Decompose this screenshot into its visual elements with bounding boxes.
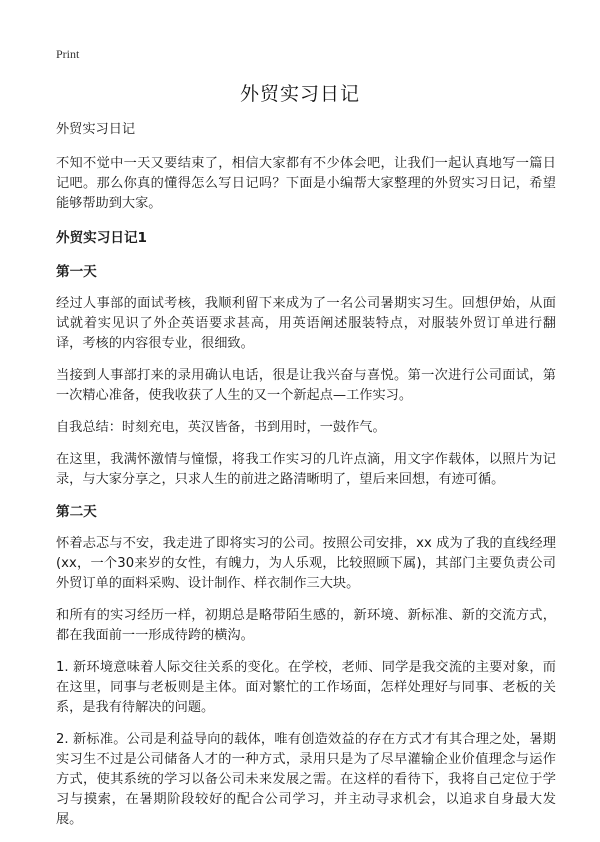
document-body (56, 120, 556, 842)
day2-paragraph: 和所有的实习经历一样，初期总是略带陌生感的，新环境、新标准、新的交流方式，都在我面前一一形成待跨的横沟。 (56, 608, 556, 643)
day1-paragraph: 自我总结：时刻充电，英汉皆备，书到用时，一鼓作气。 (56, 420, 386, 435)
day1-heading: 第一天 (56, 264, 97, 280)
document-subtitle: 外贸实习日记 (56, 122, 136, 137)
day2-heading: 第二天 (56, 504, 97, 520)
numbered-item: 1. 新环境意味着人际交往关系的变化。在学校，老师、同学是我交流的主要对象，而在这里，同事与老板则是主体。面对繁忙的工作场面，怎样处理好与同事、老板的关系，是我有待解决的问题。 (56, 660, 556, 715)
page-title: 外贸实习日记 (239, 83, 360, 105)
intro-paragraph: 不知不觉中一天又要结束了，相信大家都有不少体会吧，让我们一起认真地写一篇日记吧。那么你真的懂得怎么写日记吗？下面是小编帮大家整理的外贸实习日记，希望能够帮助到大家。 (56, 156, 556, 211)
day1-paragraph: 经过人事部的面试考核，我顺利留下来成为了一名公司暑期实习生。回想伊始，从面试就着实见识了外企英语要求甚高，用英语阐述服装特点，对服装外贸订单进行翻译，考核的内容很专业，很细致。 (56, 296, 556, 351)
day2-paragraph: 怀着忐忑与不安，我走进了即将实习的公司。按照公司安排，xx 成为了我的直线经理(xx，一个30来岁的女性，有魄力，为人乐观，比较照顾下属)，其部门主要负责公司外贸订单的面料采购、设计制作、样衣制作三大块。 (56, 536, 556, 591)
numbered-item: 2. 新标准。公司是利益导向的载体，唯有创造效益的存在方式才有其合理之处，暑期实习生不过是公司储备人才的一种方式，录用只是为了尽早灌输企业价值理念与运作方式，使其系统的学习以备公司未来发展之需。在这样的看待下，我将自己定位于学习与摸索，在暑期阶段较好的配合公司学习，并主动寻求机会，以追求自身最大发展。 (56, 732, 556, 827)
print-link[interactable]: Print (56, 47, 80, 61)
day1-paragraph: 当接到人事部打来的录用确认电话，很是让我兴奋与喜悦。第一次进行公司面试，第一次精心准备，使我收获了人生的又一个新起点—工作实习。 (56, 368, 556, 403)
section-heading: 外贸实习日记1 (56, 230, 148, 246)
day1-paragraph: 在这里，我满怀激情与憧憬，将我工作实习的几许点滴，用文字作载体，以照片为记录，与大家分享之，只求人生的前进之路清晰明了，望后来回想，有迹可循。 (56, 452, 556, 487)
